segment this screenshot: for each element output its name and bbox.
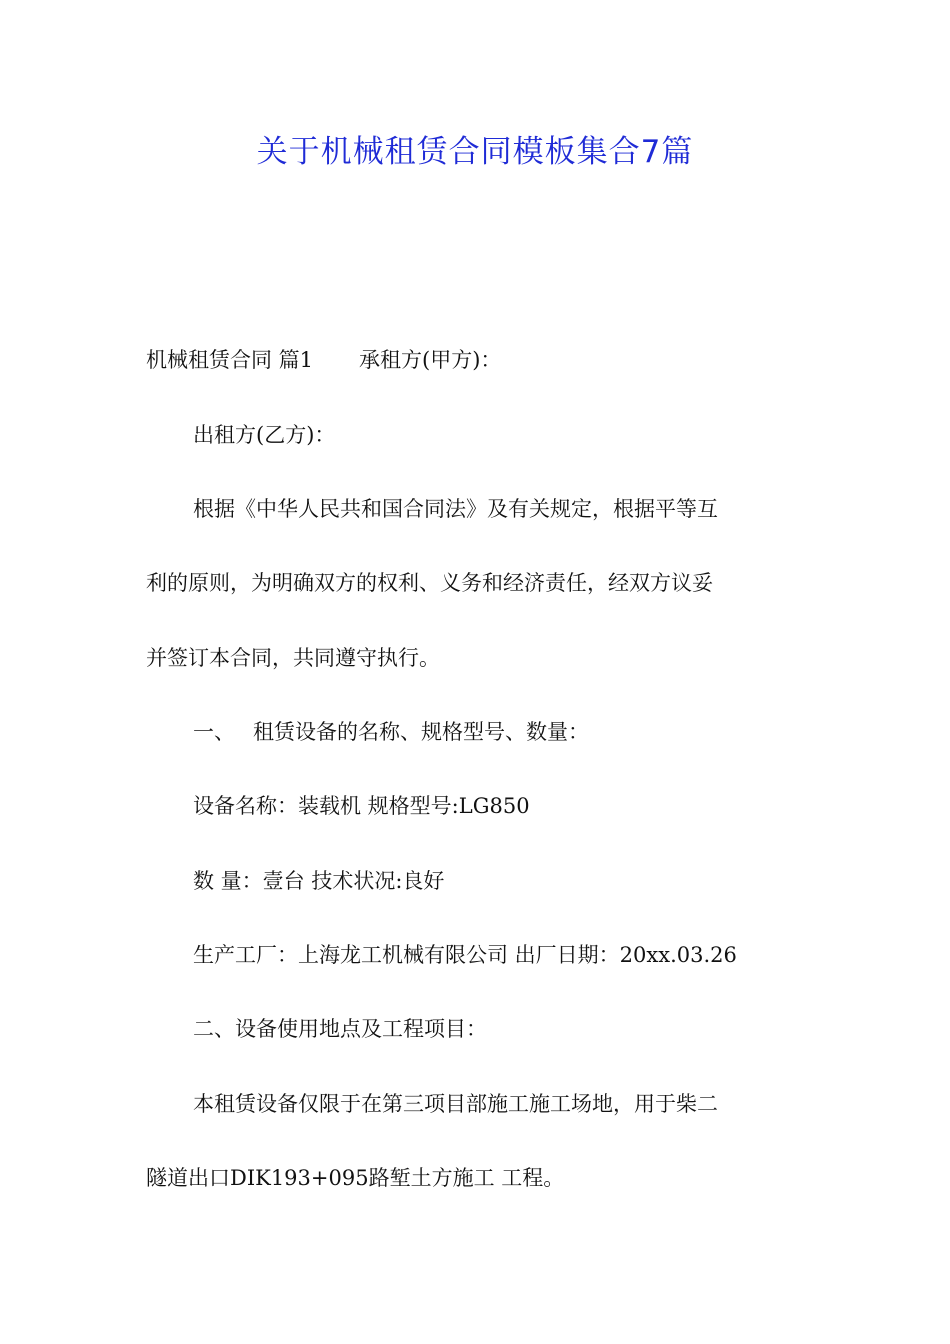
paragraph-line: 本租赁设备仅限于在第三项目部施工施工场地，用于柴二 [193, 1092, 718, 1116]
equipment-name-line: 设备名称：装载机 规格型号:LG850 [193, 794, 530, 818]
paragraph-line: 隧道出口DIK193+095路堑土方施工 工程。 [146, 1166, 565, 1190]
section-heading-one [193, 716, 823, 748]
paragraph-line: 利的原则，为明确双方的权利、义务和经济责任，经双方议妥 [146, 571, 713, 595]
paragraph-line: 并签订本合同，共同遵守执行。 [146, 646, 440, 670]
section-heading-two: 二、设备使用地点及工程项目： [193, 1017, 487, 1041]
section-title: 租赁设备的名称、规格型号、数量： [253, 720, 589, 744]
manufacturer-line: 生产工厂：上海龙工机械有限公司 出厂日期：20xx.03.26 [193, 943, 737, 967]
contract-heading-line [146, 344, 826, 376]
quantity-line: 数 量：壹台 技术状况:良好 [193, 869, 445, 893]
contract-section-label: 机械租赁合同 篇1 [146, 348, 314, 372]
document-title: 关于机械租赁合同模板集合7篇 [256, 134, 694, 170]
lessor-label: 出租方(乙方)： [193, 423, 336, 447]
lessee-label: 承租方(甲方)： [359, 348, 502, 372]
section-number: 一、 [193, 720, 235, 744]
paragraph-line: 根据《中华人民共和国合同法》及有关规定，根据平等互 [193, 497, 718, 521]
